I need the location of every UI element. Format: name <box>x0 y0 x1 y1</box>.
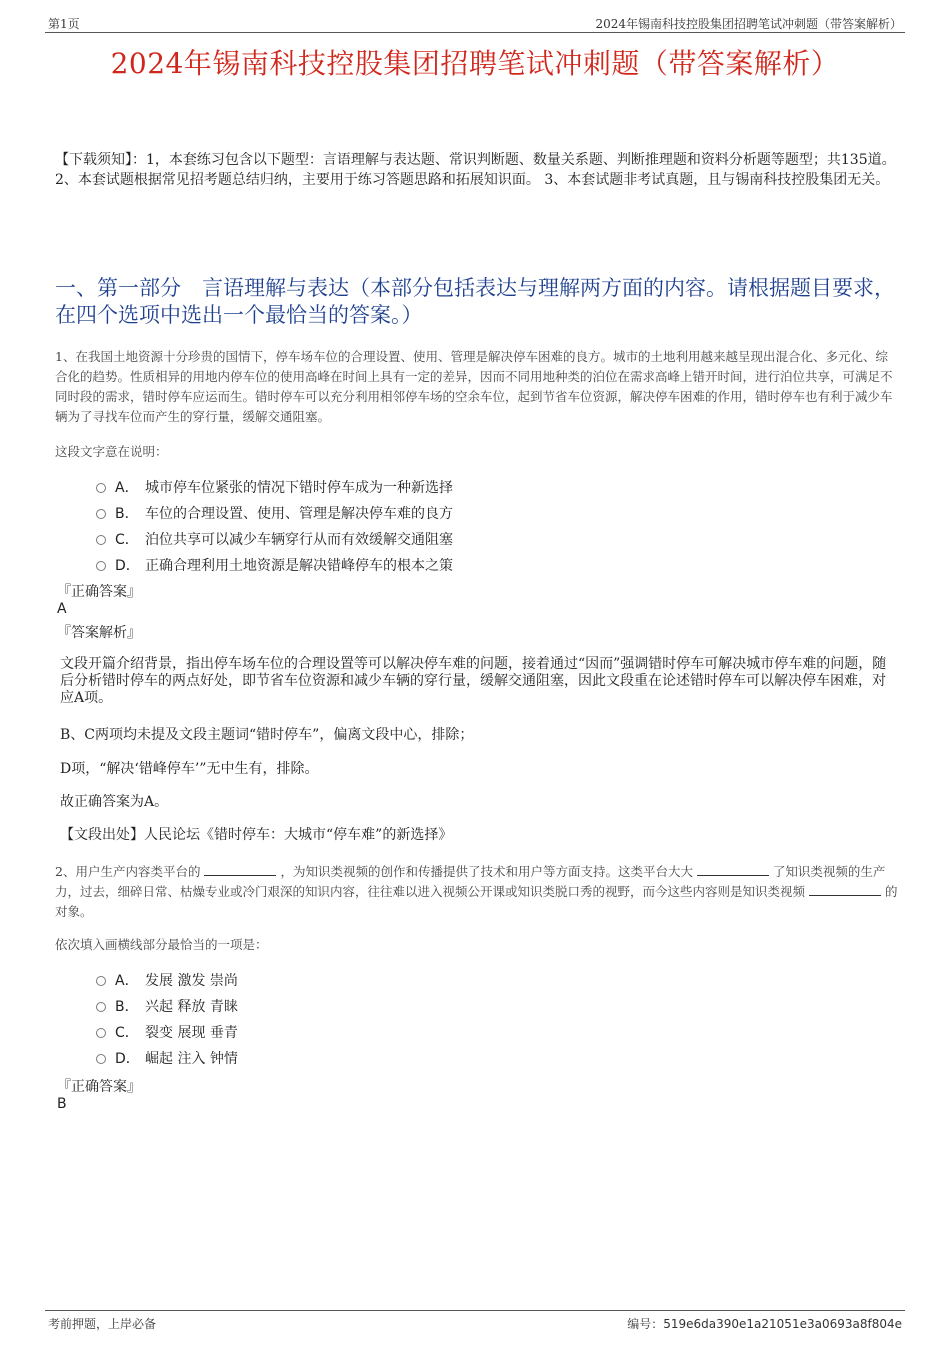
question-1-analysis-paragraph: D项，“解决‘错峰停车’”无中生有，排除。 <box>60 761 319 777</box>
question-1-analysis-paragraph: B、C两项均未提及文段主题词“错时停车”，偏离文段中心，排除； <box>60 727 474 743</box>
question-1-answer: A <box>57 601 67 617</box>
footer-slogan: 考前押题，上岸必备 <box>48 1317 157 1331</box>
radio-button[interactable] <box>96 1002 106 1012</box>
question-2-prompt: 依次填入画横线部分最恰当的一项是： <box>55 937 268 952</box>
radio-button[interactable] <box>96 509 106 519</box>
running-title: 2024年锡南科技控股集团招聘笔试冲刺题（带答案解析） <box>595 17 902 31</box>
correct-answer-label: 『正确答案』 <box>57 584 141 600</box>
blank-line <box>697 863 769 876</box>
correct-answer-label: 『正确答案』 <box>57 1079 141 1095</box>
analysis-label: 『答案解析』 <box>57 625 141 641</box>
blank-line <box>809 883 881 896</box>
question-1-text: 1、在我国土地资源十分珍贵的国情下，停车场车位的合理设置、使用、管理是解决停车困难的良方。城市的土地利用越来越呈现出混合化、多元化、综合化的趋势。性质相异的用地内停车位的使用高峰在时间上具有一定的差异，因而不同用地种类的泊位在需求高峰上错开时间，进行泊位共享，可满足不同时段的需求，错时停车应运而生。错时停车可以充分利用相邻停车场的空余车位，起到节省车位资源，解决停车困难的作用，错时停车也有利于减少车辆为了寻找车位而产生的穿行量，缓解交通阻塞。 <box>55 349 893 424</box>
radio-button[interactable] <box>96 976 106 986</box>
question-2-text: 2、用户生产内容类平台的 ，为知识类视频的创作和传播提供了技术和用户等方面支持。这类平台大大 了知识类视频的生产力，过去，细碎日常、枯燥专业或冷门艰深的知识内容，往往难以进入视频公开课或知识类脱口秀的视野，而今这些内容则是知识类视频 的对象。 <box>55 864 898 919</box>
question-1-analysis-paragraph: 故正确答案为A。 <box>60 794 169 810</box>
question-1-source: 【文段出处】人民论坛《错时停车：大城市“停车难”的新选择》 <box>60 827 453 843</box>
document-code: 编号：519e6da390e1a21051e3a0693a8f804e <box>627 1317 902 1331</box>
question-2-answer: B <box>57 1096 67 1112</box>
radio-button[interactable] <box>96 561 106 571</box>
document-title: 2024年锡南科技控股集团招聘笔试冲刺题（带答案解析） <box>110 47 840 80</box>
radio-button[interactable] <box>96 535 106 545</box>
page-footer <box>45 1310 905 1331</box>
page-number: 第1页 <box>48 17 80 31</box>
radio-button[interactable] <box>96 483 106 493</box>
section-heading: 一、第一部分 言语理解与表达（本部分包括表达与理解两方面的内容。请根据题目要求，在四个选项中选出一个最恰当的答案。） <box>55 276 895 327</box>
radio-button[interactable] <box>96 1054 106 1064</box>
page-header <box>45 14 905 33</box>
radio-button[interactable] <box>96 1028 106 1038</box>
download-notice: 【下载须知】：1，本套练习包含以下题型：言语理解与表达题、常识判断题、数量关系题、判断推理题和资料分析题等题型；共135道。 2、本套试题根据常见招考题总结归纳，主要用于练习答题思路和拓展知识面。 3、本套试题非考试真题，且与锡南科技控股集团无关。 <box>55 152 896 188</box>
question-1-prompt: 这段文字意在说明： <box>55 444 168 459</box>
question-1-analysis-paragraph: 文段开篇介绍背景，指出停车场车位的合理设置等可以解决停车难的问题，接着通过“因而”强调错时停车可解决城市停车难的问题，随后分析错时停车的两点好处，即节省车位资源和减少车辆的穿行量，缓解交通阻塞，因此文段重在论述错时停车可以解决停车困难，对应A项。 <box>60 656 887 706</box>
blank-line <box>204 863 276 876</box>
